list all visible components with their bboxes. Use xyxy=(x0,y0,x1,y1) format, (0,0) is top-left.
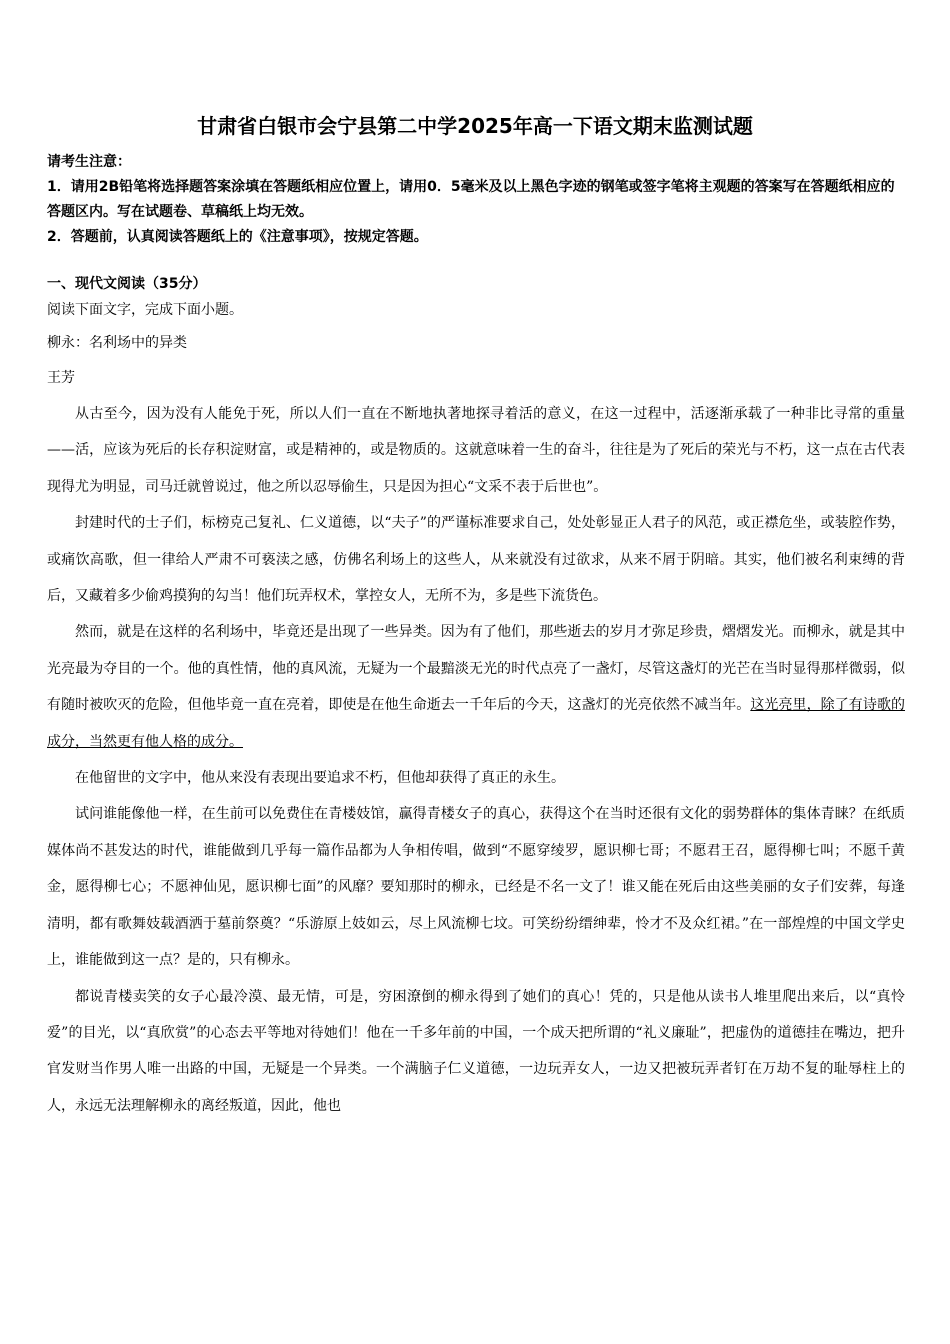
paragraph-5: 试问谁能像他一样，在生前可以免费住在青楼妓馆，赢得青楼女子的真心，获得这个在当时还很有文化的弱势群体的集体青睐？在纸质媒体尚不甚发达的时代，谁能做到几乎每一篇作品都为人争相传唱，做到“不愿穿绫罗，愿识柳七哥；不愿君王召，愿得柳七叫；不愿千黄金，愿得柳七心；不愿神仙见，愿识柳七面”的风靡？要知那时的柳永，已经是不名一文了！谁又能在死后由这些美丽的女子们安葬，每逢清明，都有歌舞妓载酒洒于墓前祭奠？“乐游原上妓如云，尽上风流柳七坟。可笑纷纷缙绅辈，怜才不及众红裙。”在一部煌煌的中国文学史上，谁能做到这一点？是的，只有柳永。 xyxy=(47,806,905,969)
paragraph-1: 从古至今，因为没有人能免于死，所以人们一直在不断地执著地探寻着活的意义，在这一过程中，活逐渐承载了一种非比寻常的重量——活，应该为死后的长存积淀财富，或是精神的，或是物质的。这就意味着一生的奋斗，往往是为了死后的荣光与不朽，这一点在古代表现得尤为明显，司马迁就曾说过，他之所以忍辱偷生，只是因为担心“文采不表于后世也”。 xyxy=(47,406,905,495)
section-heading: 一、现代文阅读（35分） xyxy=(47,276,207,292)
paragraph-6: 都说青楼卖笑的女子心最冷漠、最无情，可是，穷困潦倒的柳永得到了她们的真心！凭的，只是他从读书人堆里爬出来后，以“真怜爱”的目光，以“真欣赏”的心态去平等地对待她们！他在一千多年前的中国，一个成天把所谓的“礼义廉耻”，把虚伪的道德挂在嘴边，把升官发财当作男人唯一出路的中国，无疑是一个异类。一个满脑子仁义道德，一边玩弄女人，一边又把被玩弄者钉在万劫不复的耻辱柱上的人，永远无法理解柳永的离经叛道，因此，他也 xyxy=(47,988,905,1114)
article-body xyxy=(47,396,905,1124)
notice-item-2: 2．答题前，认真阅读答题纸上的《注意事项》，按规定答题。 xyxy=(47,229,428,245)
article-author: 王芳 xyxy=(47,370,75,386)
paragraph-2: 封建时代的士子们，标榜克己复礼、仁义道德，以“夫子”的严谨标准要求自己，处处彰显正人君子的风范，或正襟危坐，或装腔作势，或痛饮高歌，但一律给人严肃不可亵渎之感，仿佛名利场上的这些人，从来就没有过欲求，从来不屑于阴暗。其实，他们被名利束缚的背后，又藏着多少偷鸡摸狗的勾当！他们玩弄权术，掌控女人，无所不为，多是些下流货色。 xyxy=(47,515,905,605)
candidate-notice xyxy=(47,150,907,250)
underlined-sentence: 这光亮里，除了有诗歌的成分，当然更有他人格的成分。 xyxy=(47,697,906,750)
reading-instruction: 阅读下面文字，完成下面小题。 xyxy=(47,302,243,318)
paragraph-3-main: 然而，就是在这样的名利场中，毕竟还是出现了一些异类。因为有了他们，那些逝去的岁月才弥足珍贵，熠熠发光。而柳永，就是其中光亮最为夺目的一个。他的真性情，他的真风流，无疑为一个最黯淡无光的时代点亮了一盏灯，尽管这盏灯的光芒在当时显得那样微弱，似有随时被吹灭的危险，但他毕竟一直在亮着，即使是在他生命逝去一千年后的今天，这盏灯的光亮依然不减当年。 xyxy=(47,624,905,714)
paragraph-4: 在他留世的文字中，他从来没有表现出要追求不朽，但他却获得了真正的永生。 xyxy=(75,770,565,787)
notice-item-1: 1．请用2B铅笔将选择题答案涂填在答题纸相应位置上，请用0．5毫米及以上黑色字迹的钢笔或签字笔将主观题的答案写在答题纸相应的答题区内。写在试题卷、草稿纸上均无效。 xyxy=(47,179,895,220)
paragraph-3 xyxy=(47,614,905,760)
exam-title: 甘肃省白银市会宁县第二中学2025年高一下语文期末监测试题 xyxy=(197,114,753,138)
notice-heading: 请考生注意： xyxy=(47,154,131,170)
article-title: 柳永：名利场中的异类 xyxy=(47,335,187,351)
